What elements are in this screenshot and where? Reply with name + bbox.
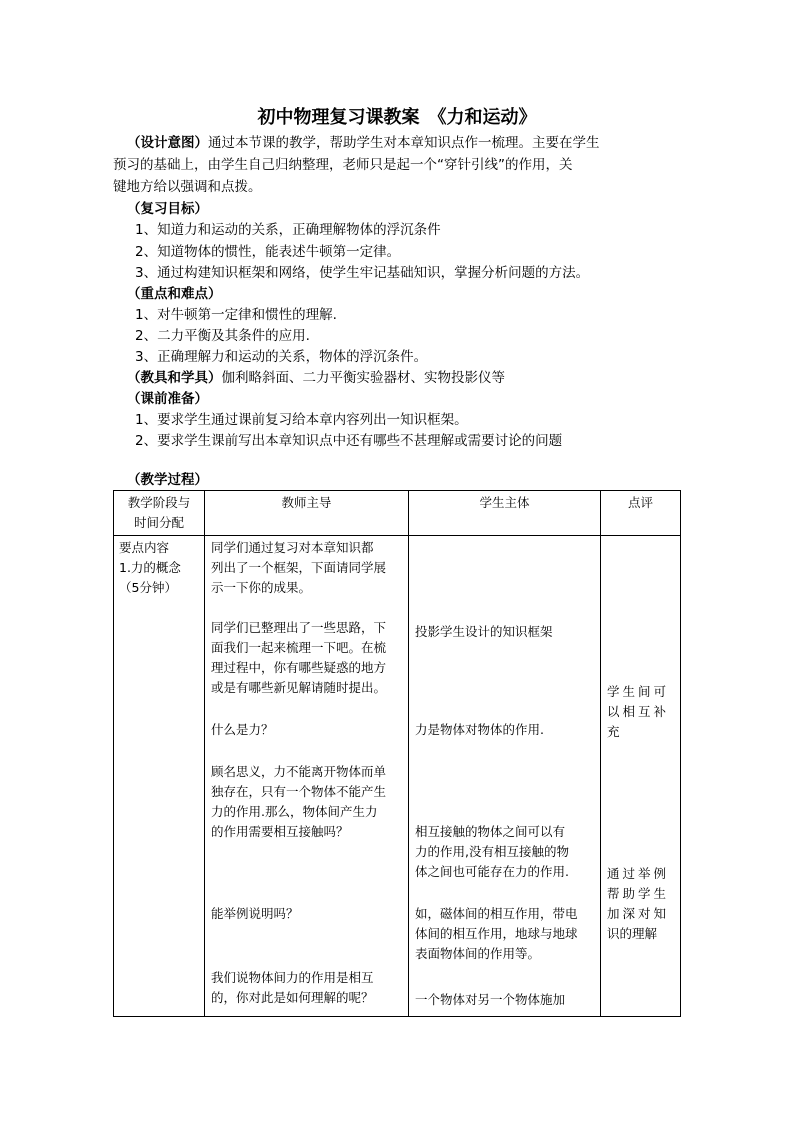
design-intent-line-3: 键地方给以强调和点拨。 [113, 179, 262, 195]
key-point-item: 1、对牛顿第一定律和惯性的理解. [135, 307, 337, 323]
student-cell: 投影学生设计的知识框架 力是物体对物体的作用. 相互接触的物体之间可以有 力的作用,没有相互接触的物 体之间也可能存在力的作用. 如，磁体间的相互作用，带电 体间的相互作用，地球与地球 表面物体间的作用等。 一个物体对另一个物体施加 [409, 536, 601, 1017]
tools-text: 伽利略斜面、二力平衡实验器材、实物投影仪等 [221, 370, 505, 386]
goals-label: （复习目标） [127, 201, 208, 217]
design-intent-label: （设计意图） [127, 135, 208, 151]
tools-label: （教具和学具） [127, 370, 222, 386]
design-intent-line-1: （设计意图）通过本节课的教学，帮助学生对本章知识点作一梳理。主要在学生 [127, 135, 600, 151]
prep-label: （课前准备） [127, 391, 208, 407]
stage-cell: 要点内容 1.力的概念 （5分钟） [114, 536, 205, 1017]
tools-line [127, 368, 505, 389]
key-points-label: （重点和难点） [127, 286, 222, 302]
lesson-table [113, 490, 681, 1017]
comment-cell: 学生间可 以相互补 充 通过举例 帮助学生 加深对知 识的理解 [601, 536, 681, 1017]
goal-item: 3、通过构建知识框架和网络，使学生牢记基础知识，掌握分析问题的方法。 [135, 265, 590, 281]
header-comment: 点评 [601, 491, 681, 536]
page-title: 初中物理复习课教案 《力和运动》 [257, 107, 537, 128]
goal-item: 1、知道力和运动的关系，正确理解物体的浮沉条件 [135, 222, 441, 238]
table-header-row [114, 491, 681, 536]
teacher-cell: 同学们通过复习对本章知识都 列出了一个框架，下面请同学展 示一下你的成果。 同学们已整理出了一些思路，下 面我们一起来梳理一下吧。在梳 理过程中，你有哪些疑惑的地方 或是有哪些新见解请随时提出。 什么是力？ 顾名思义，力不能离开物体而单 独存在，只有一个物体不能产生 力的作用.那么，物体间产生力 的作用需要相互接触吗？ 能举例说明吗？ 我们说物体间力的作用是相互 的，你对此是如何理解的呢？ [205, 536, 409, 1017]
prep-item: 1、要求学生通过课前复习给本章内容列出一知识框架。 [135, 412, 468, 428]
key-point-item: 3、正确理解力和运动的关系，物体的浮沉条件。 [135, 349, 428, 365]
header-teacher: 教师主导 [205, 491, 409, 536]
goal-item: 2、知道物体的惯性，能表述牛顿第一定律。 [135, 244, 401, 260]
table-row [114, 536, 681, 1017]
design-intent-line-2: 预习的基础上，由学生自己归纳整理，老师只是起一个“穿针引线”的作用，关 [113, 157, 573, 173]
header-student: 学生主体 [409, 491, 601, 536]
key-point-item: 2、二力平衡及其条件的应用. [135, 328, 310, 344]
process-label: （教学过程） [127, 472, 208, 488]
prep-item: 2、要求学生课前写出本章知识点中还有哪些不甚理解或需要讨论的问题 [135, 433, 563, 449]
header-stage: 教学阶段与 时间分配 [114, 491, 205, 536]
